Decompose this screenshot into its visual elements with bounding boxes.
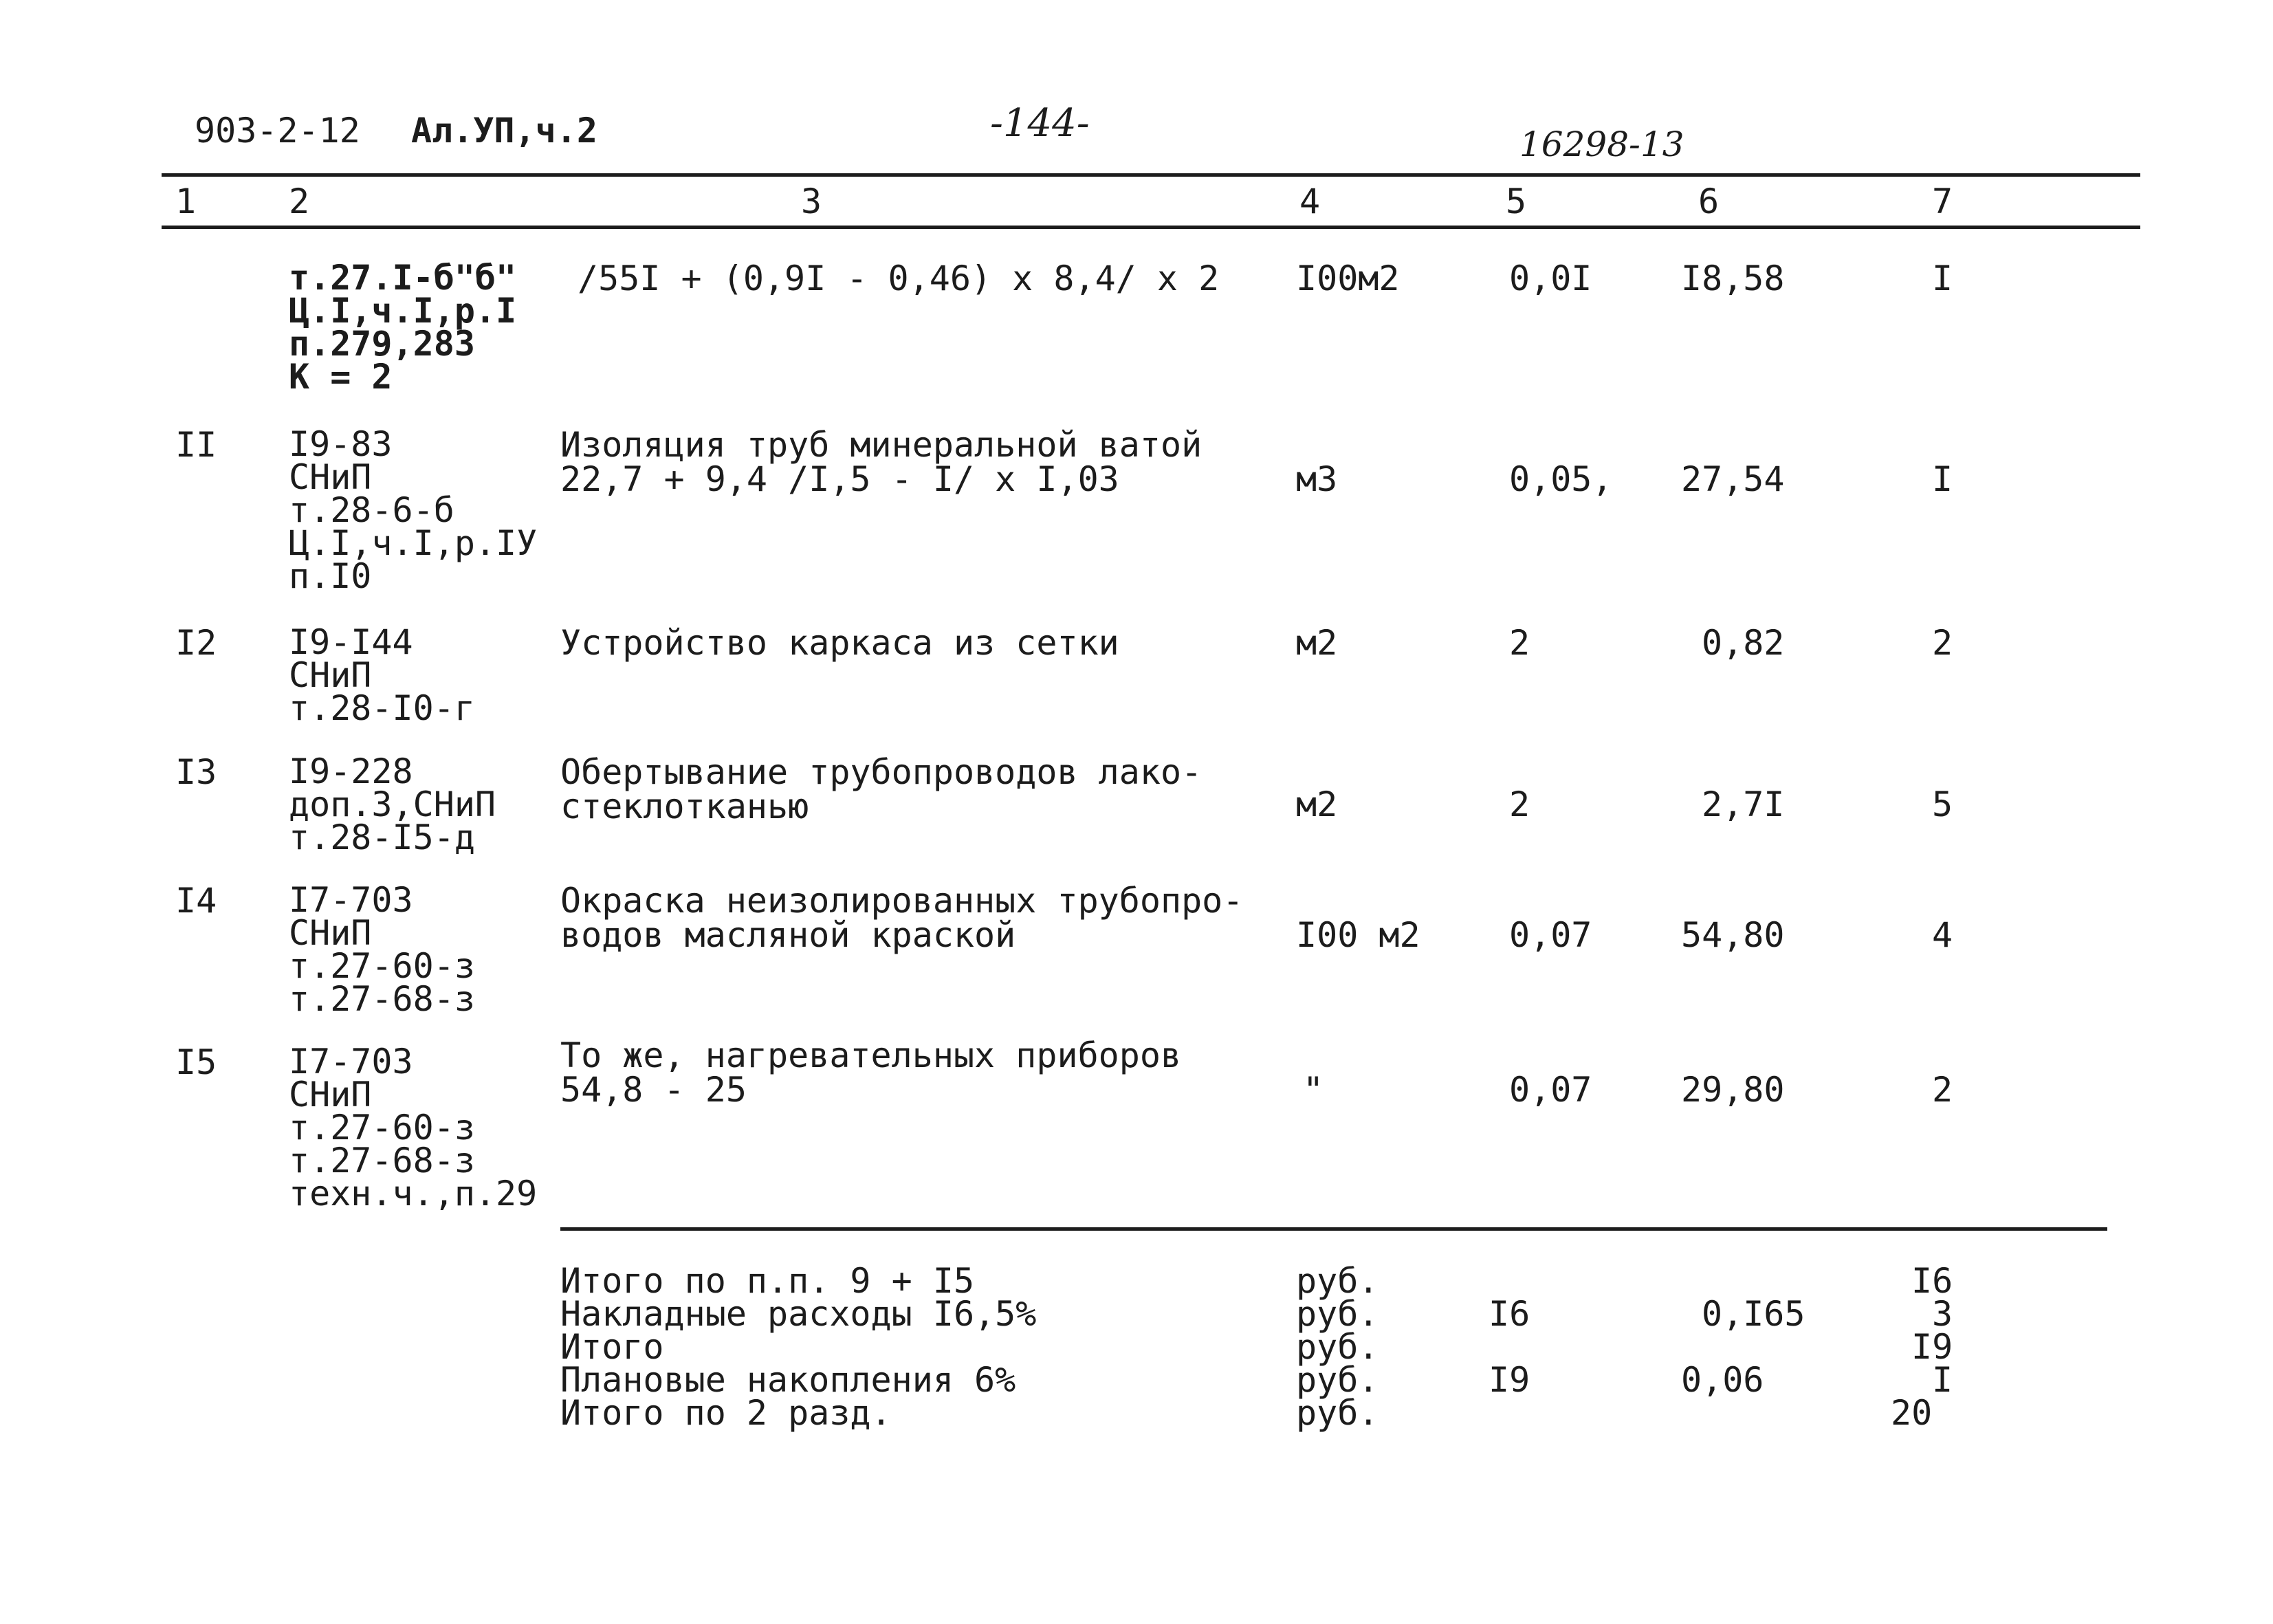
column-header-1: 1 <box>175 182 197 221</box>
row-1-price: I8,58 <box>1681 259 1785 298</box>
row-6-price: 29,80 <box>1681 1070 1785 1110</box>
row-3-total: 2 <box>1932 623 1953 663</box>
column-header-6: 6 <box>1698 182 1720 221</box>
album-reference: Ал.УП,ч.2 <box>411 111 597 151</box>
row-2-unit: м3 <box>1296 459 1338 499</box>
summary-total-4: I <box>1932 1360 1953 1400</box>
row-6-quantity: 0,07 <box>1509 1070 1592 1110</box>
row-5-total: 4 <box>1932 915 1953 955</box>
summary-label-1: Итого по п.п. 9 + I5 <box>560 1261 975 1301</box>
row-1-unit: I00м2 <box>1296 259 1400 298</box>
row-4-total: 5 <box>1932 784 1953 824</box>
header-bottom-rule <box>162 226 2140 229</box>
row-4-description: Обертывание трубопроводов лако- стеклотканью <box>560 752 1203 826</box>
row-5-price: 54,80 <box>1681 915 1785 955</box>
row-6-unit: " <box>1303 1070 1324 1110</box>
row-5-quantity: 0,07 <box>1509 915 1592 955</box>
row-2-quantity: 0,05, <box>1509 459 1613 499</box>
summary-total-1: I6 <box>1911 1261 1953 1301</box>
row-3-price: 0,82 <box>1702 623 1785 663</box>
summary-rule <box>560 1227 2107 1231</box>
summary-base-4: I9 <box>1489 1360 1530 1400</box>
row-6-description: То же, нагревательных приборов 54,8 - 25 <box>560 1035 1182 1110</box>
row-2-total: I <box>1932 459 1953 499</box>
row-1-description: /55I + (0,9I - 0,46) х 8,4/ х 2 <box>578 259 1220 298</box>
column-header-7: 7 <box>1932 182 1953 221</box>
column-header-3: 3 <box>801 182 822 221</box>
summary-rate-2: 0,I65 <box>1702 1294 1805 1334</box>
row-2-reference: I9-83 СНиП т.28-6-б Ц.I,ч.I,р.IУ п.I0 <box>289 424 538 596</box>
row-3-unit: м2 <box>1296 623 1338 663</box>
row-1-reference: т.27.I-б"б" Ц.I,ч.I,р.I п.279,283 К = 2 <box>289 258 517 397</box>
summary-label-5: Итого по 2 разд. <box>560 1393 892 1433</box>
column-header-4: 4 <box>1299 182 1321 221</box>
row-5-reference: I7-703 СНиП т.27-60-з т.27-68-з <box>289 880 475 1019</box>
row-5-unit: I00 м2 <box>1296 915 1420 955</box>
row-6-number: I5 <box>175 1042 217 1082</box>
row-3-reference: I9-I44 СНиП т.28-I0-г <box>289 622 475 728</box>
row-4-quantity: 2 <box>1509 784 1530 824</box>
summary-total-5: 20 <box>1891 1393 1933 1433</box>
summary-total-2: 3 <box>1932 1294 1953 1334</box>
row-4-unit: м2 <box>1296 784 1338 824</box>
summary-label-2: Накладные расходы I6,5% <box>560 1294 1037 1334</box>
row-1-total: I <box>1932 259 1953 298</box>
column-header-5: 5 <box>1506 182 1527 221</box>
row-4-reference: I9-228 доп.3,СНиП т.28-I5-д <box>289 751 496 857</box>
header-top-rule <box>162 173 2140 177</box>
document-number: 16298-13 <box>1519 124 1684 164</box>
document-code: 903-2-12 <box>195 111 360 151</box>
summary-unit-2: руб. <box>1296 1294 1379 1334</box>
row-3-description: Устройство каркаса из сетки <box>560 623 1119 663</box>
row-2-number: II <box>175 425 217 465</box>
row-5-description: Окраска неизолированных трубопро- водов масляной краской <box>560 881 1244 955</box>
summary-base-2: I6 <box>1489 1294 1530 1334</box>
row-2-price: 27,54 <box>1681 459 1785 499</box>
row-3-quantity: 2 <box>1509 623 1530 663</box>
summary-label-4: Плановые накопления 6% <box>560 1360 1016 1400</box>
summary-unit-1: руб. <box>1296 1261 1379 1301</box>
page-number: -144- <box>990 101 1090 146</box>
row-4-number: I3 <box>175 752 217 792</box>
row-4-price: 2,7I <box>1702 784 1785 824</box>
summary-total-3: I9 <box>1911 1327 1953 1367</box>
summary-rate-4: 0,06 <box>1681 1360 1764 1400</box>
summary-unit-4: руб. <box>1296 1360 1379 1400</box>
row-3-number: I2 <box>175 623 217 663</box>
row-6-reference: I7-703 СНиП т.27-60-з т.27-68-з техн.ч.,п.29 <box>289 1042 538 1214</box>
summary-unit-5: руб. <box>1296 1393 1379 1433</box>
row-2-description: Изоляция труб минеральной ватой 22,7 + 9,4 /I,5 - I/ х I,03 <box>560 425 1203 499</box>
column-header-2: 2 <box>289 182 310 221</box>
row-5-number: I4 <box>175 881 217 921</box>
summary-label-3: Итого <box>560 1327 664 1367</box>
row-6-total: 2 <box>1932 1070 1953 1110</box>
row-1-quantity: 0,0I <box>1509 259 1592 298</box>
summary-unit-3: руб. <box>1296 1327 1379 1367</box>
